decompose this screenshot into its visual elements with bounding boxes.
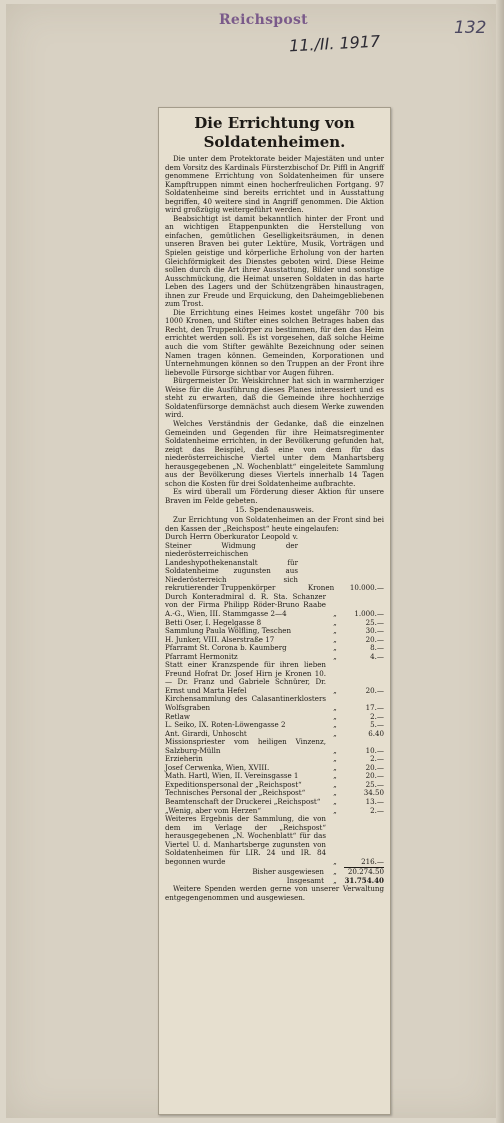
- donation-list: [165, 533, 384, 866]
- ditto-mark: „: [333, 728, 337, 738]
- donor-name: L. Seiko, IX. Roten-Löwengasse 2: [165, 720, 286, 730]
- ditto-mark: „: [333, 745, 337, 755]
- donor-name: H. Junker, VIII. Alserstraße 17: [165, 634, 275, 644]
- ditto-mark: „: [333, 643, 337, 653]
- donor-name: Josef Cerwenka, Wien, XVIII.: [165, 762, 270, 772]
- donation-row: [165, 738, 384, 755]
- donation-amount: 17.—: [365, 703, 384, 712]
- currency-mark: Kronen: [307, 583, 335, 593]
- ditto-mark: „: [333, 797, 337, 807]
- paragraph: Es wird überall um Förderung dieser Aktion für unsere Braven im Felde gebeten.: [165, 487, 384, 505]
- donor-name: Statt einer Kranzspende für ihren lieben Freund Hofrat Dr. Josef Hirn je Kronen 10.— Dr. Franz und Gabriele Schnürer, Dr. Ernst und Marta Hefel: [165, 660, 326, 695]
- donor-name: Kirchensammlung des Calasantinerklosters Wolfsgraben: [165, 694, 326, 712]
- donation-amount: 20.—: [365, 762, 384, 772]
- donor-name: Math. Hartl, Wien, II. Vereinsgasse 1: [165, 771, 299, 781]
- donation-amount: 2.—: [370, 711, 384, 721]
- donation-amount: 216.—: [361, 856, 384, 866]
- donation-amount: 4.—: [370, 651, 384, 661]
- donor-name: Technisches Personal der „Reichspost“: [165, 788, 306, 798]
- donor-name: Betti Oser, I. Hegelgasse 8: [165, 617, 262, 627]
- total-label: Bisher ausgewiesen: [252, 867, 324, 877]
- donation-amount: 30.—: [365, 626, 384, 636]
- handwritten-number: 132: [454, 18, 487, 38]
- section-title: 15. Spendenausweis.: [234, 505, 315, 515]
- donation-amount: 20.—: [365, 685, 384, 695]
- donation-amount: 25.—: [365, 617, 384, 627]
- paragraph: Die Errichtung eines Heimes kostet ungefähr 700 bis 1000 Kronen, und Stifter eines solchen Betrages haben das Recht, den Truppenkörper zu bestimmen, für den das Heim errichtet werden soll. Es ist vorgesehen, daß solche Heime auch die vom Stifter gewählte Bezeichnung oder seinen Namen tragen können. Gemeinden, Korporationen und Unternehmungen können so den Truppen an der Front ihre liebevolle Fürsorge sichtbar vor Augen führen.: [165, 307, 384, 377]
- donor-name: Expeditionspersonal der „Reichspost“: [165, 779, 302, 789]
- ditto-mark: „: [333, 754, 337, 764]
- ditto-mark: „: [333, 626, 337, 636]
- total-amount: 20.274.50: [347, 867, 384, 877]
- article-title: [165, 114, 384, 152]
- donation-amount: 25.—: [365, 779, 384, 789]
- donor-name: Retlaw: [165, 711, 190, 721]
- ditto-mark: „: [333, 788, 337, 798]
- donation-amount: 2.—: [370, 754, 384, 764]
- donation-amount: 10.000.—: [349, 583, 384, 593]
- ditto-mark: „: [333, 711, 337, 721]
- ditto-mark: „: [333, 720, 337, 730]
- donation-amount: 5.—: [370, 720, 384, 730]
- donation-amount: 13.—: [365, 797, 384, 807]
- donation-amount: 20.—: [365, 634, 384, 644]
- ditto-mark: „: [333, 779, 337, 789]
- donor-name: Pfarramt Hermonitz: [165, 651, 238, 661]
- newspaper-clipping: [158, 107, 391, 1115]
- handwritten-date: 11./II. 1917: [288, 31, 381, 56]
- total-label: Insgesamt: [286, 875, 324, 885]
- article-title-line-1: Die Errichtung von: [194, 114, 355, 132]
- donation-row: [165, 661, 384, 695]
- newspaper-stamp: Reichspost: [219, 12, 308, 28]
- donation-amount: 10.—: [365, 745, 384, 755]
- total-amount: 31.754.40: [344, 875, 384, 885]
- section-intro: Zur Errichtung von Soldatenheimen an der Front sind bei den Kassen der „Reichspost“ heute eingelaufen:: [165, 514, 384, 533]
- donation-row: [165, 593, 384, 619]
- paragraph: Die unter dem Protektorate beider Majestäten und unter dem Vorsitz des Kardinals Fürsterzbischof Dr. Piffl in Angriff genommene Errichtung von Soldatenheimen für unsere Kampftruppen nimmt einen hocherfreulichen Fortgang. 97 Soldatenheime sind bereits errichtet und in Ausstattung begriffen, 40 weitere sind in Angriff genommen. Die Aktion wird großzügig weitergeführt werden.: [165, 154, 384, 215]
- ditto-mark: „: [333, 685, 337, 695]
- ditto-mark: „: [333, 703, 337, 712]
- donation-amount: 1.000.—: [354, 608, 384, 618]
- page-edge: [496, 0, 504, 1123]
- article-title-line-2: Soldatenheimen.: [203, 133, 346, 151]
- donation-row: [165, 695, 384, 712]
- donation-amount: 2.—: [370, 805, 384, 815]
- donor-name: Erzieherin: [165, 754, 203, 764]
- donation-amount: 34.50: [363, 788, 384, 798]
- donor-name: Weiteres Ergebnis der Sammlung, die von dem im Verlage der „Reichspost“ herausgegebenen „N. Wochenblatt“ für das Viertel U. d. Manhartsberge zugunsten von Soldatenheimen für LIR. 24 und IR. 84 begonnen wurde: [165, 814, 326, 866]
- donation-row: [165, 815, 384, 866]
- donation-amount: 20.—: [365, 771, 384, 781]
- ditto-mark: „: [333, 805, 337, 815]
- ditto-mark: „: [333, 771, 337, 781]
- donor-name: Durch Herrn Oberkurator Leopold v. Steiner Widmung der niederösterreichischen Landeshypothekenanstalt für Soldatenheime zugunsten aus Niederösterreich sich rekrutierender Truppenkörper: [165, 532, 298, 593]
- donor-name: Missionspriester vom heiligen Vinzenz, Salzburg-Mülln: [165, 737, 326, 755]
- ditto-mark: „: [333, 651, 337, 661]
- donor-name: Beamtenschaft der Druckerei „Reichspost“: [165, 797, 321, 807]
- donation-row: [165, 533, 384, 593]
- donation-amount: 8.—: [370, 643, 384, 653]
- donor-name: Pfarramt St. Corona b. Kaumberg: [165, 643, 287, 653]
- donor-name: „Wenig, aber vom Herzen“: [165, 805, 262, 815]
- donation-amount: 6.40: [368, 728, 384, 738]
- ditto-mark: „: [333, 608, 337, 618]
- ditto-mark: „: [333, 634, 337, 644]
- paragraph: Bürgermeister Dr. Weiskirchner hat sich in warmherziger Weise für die Ausführung dieses Planes interessiert und es steht zu erwarten, daß die Gemeinde ihre hochherzige Soldatenfürsorge demnächst auch diesem Werke zuwenden wird.: [165, 376, 384, 420]
- donor-name: Sammlung Paula Wölfling, Teschen: [165, 626, 292, 636]
- ditto-mark: „: [333, 867, 337, 877]
- ditto-mark: „: [333, 875, 337, 885]
- donor-name: Durch Konteradmiral d. R. Sta. Schanzer von der Firma Philipp Röder-Bruno Raabe A.-G., Wien, III. Stammgasse 2—4: [165, 591, 326, 618]
- closing-note: Weitere Spenden werden gerne von unserer Verwaltung entgegengenommen und ausgewiesen.: [165, 884, 384, 903]
- paragraph: Beabsichtigt ist damit bekanntlich hinter der Front und an wichtigen Etappenpunkten die Herstellung von einfachen, gemütlichen Geselligkeitsräumen, in denen unseren Braven bei guter Lektüre, Musik, Vorträgen und Spielen geistige und körperliche Erholung von der harten Gleichförmigkeit des Dienstes geboten wird. Diese Heime sollen durch die Art ihrer Ausstattung, Bilder und sonstige Ausschmückung, die Heimat unseren Soldaten in das harte Leben des Lagers und der Schützengräben hinaustragen, ihnen zur Freude und Erquickung, den Daheimgebliebenen zum Trost.: [165, 213, 384, 309]
- article-body: [165, 155, 384, 903]
- paragraph: Welches Verständnis der Gedanke, daß die einzelnen Gemeinden und Gegenden für ihre Heimatsregimenter Soldatenheime errichten, in der Bevölkerung gefunden hat, zeigt das Beispiel, daß eine von dem für das niederösterreichische Viertel unter dem Manhartsberg herausgegebenen „N. Wochenblatt“ eingeleitete Sammlung aus der Bevölkerung dieses Viertels innerhalb 14 Tagen schon die Kosten für drei Soldatenheime aufbrachte.: [165, 418, 384, 488]
- donor-name: Ant. Girardi, Unhoscht: [165, 728, 247, 738]
- ditto-mark: „: [333, 617, 337, 627]
- ditto-mark: „: [333, 762, 337, 772]
- ditto-mark: „: [333, 856, 337, 866]
- archive-sheet: [6, 4, 498, 1118]
